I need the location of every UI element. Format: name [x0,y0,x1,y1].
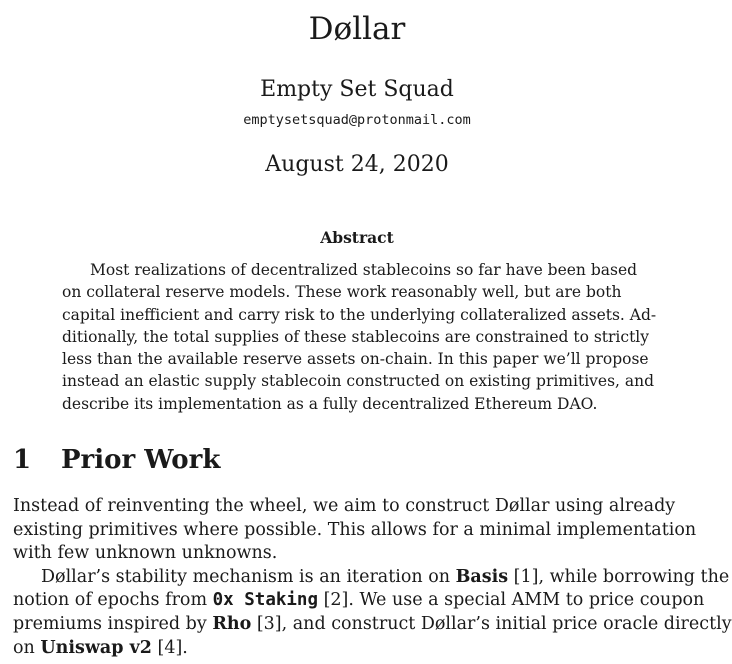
body-line [13,589,705,613]
author-name: Empty Set Squad [260,77,454,102]
body-text-span: [1], while borrowing the [508,566,730,587]
reference-term-rho: Rho [212,613,252,634]
body-text-span: Døllar’s stability mechanism is an iteration on [41,566,456,587]
abstract-line: capital inefficient and carry risk to the underlying collateralized assets. Ad- [62,305,657,324]
paper-date: August 24, 2020 [265,152,449,177]
reference-term-uniswap: Uniswap v2 [40,637,152,658]
abstract-line: describe its implementation as a fully decentralized Ethereum DAO. [62,394,598,413]
section-title: Prior Work [61,445,221,475]
body-text-span: premiums inspired by [13,613,213,634]
reference-term-0x-staking: 0x Staking [212,590,318,611]
body-line: Instead of reinventing the wheel, we aim to construct Døllar using already [13,496,676,516]
body-text-span: [2]. We use a special AMM to price coupon [318,590,705,611]
author-email: emptysetsquad@protonmail.com [243,112,471,128]
body-text-span: on [13,637,41,658]
abstract-body [62,259,657,415]
body-line: existing primitives where possible. This allows for a minimal implementation [13,519,697,540]
abstract-line: less than the available reserve assets on-chain. In this paper we’ll propose [62,350,649,369]
body-text-span: notion of epochs from [13,590,213,611]
section-body [13,495,732,660]
section-heading [13,443,220,477]
body-line [13,566,730,590]
abstract-line: Most realizations of decentralized stablecoins so far have been based [90,261,638,279]
abstract-heading: Abstract [320,228,394,247]
body-line: with few unknown unknowns. [13,543,278,564]
reference-term-basis: Basis [455,566,509,587]
abstract-line: on collateral reserve models. These work reasonably well, but are both [62,283,622,302]
body-text-span: [4]. [151,637,188,658]
body-text-span: [3], and construct Døllar’s initial price oracle directly [251,613,732,634]
paper-title: Døllar [308,11,406,47]
section-number: 1 [13,445,32,475]
body-line [13,613,732,637]
abstract-line: ditionally, the total supplies of these stablecoins are constrained to strictly [62,327,650,346]
abstract-line: instead an elastic supply stablecoin constructed on existing primitives, and [62,372,655,391]
body-line [13,637,699,661]
